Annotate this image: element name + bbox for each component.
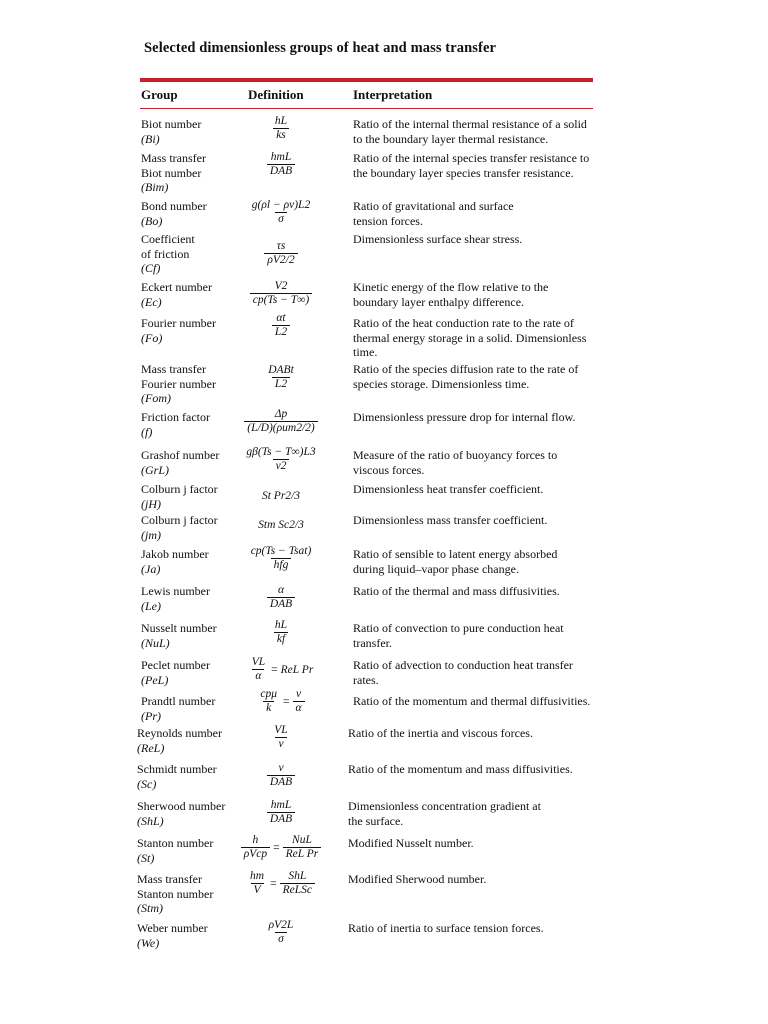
interpretation-cell: [348, 726, 593, 741]
group-symbol: (ShL): [137, 813, 164, 828]
definition-denominator: k: [263, 701, 274, 715]
definition-fraction: [267, 799, 295, 826]
definition-cell: [236, 490, 326, 502]
definition-numerator: Δp: [274, 408, 288, 420]
definition-expression: [272, 312, 290, 339]
group-name: Weber number: [137, 921, 208, 935]
definition-expression: [247, 870, 315, 897]
definition-cell: [236, 280, 326, 307]
page-title: Selected dimensionless groups of heat and mass transfer: [144, 40, 497, 56]
group-name: Friction factor: [141, 410, 210, 424]
group-cell: [137, 799, 225, 828]
interpretation-cell: [353, 362, 598, 391]
group-symbol: (jm): [141, 527, 161, 542]
interpretation-cell: [348, 799, 593, 828]
group-cell: [137, 726, 222, 755]
definition-numerator: hmL: [270, 151, 292, 163]
definition-expression: [241, 834, 322, 861]
definition-cell: [236, 519, 326, 531]
definition-fraction: [272, 619, 290, 646]
definition-fraction: [249, 656, 268, 683]
definition-expression: [272, 619, 290, 646]
interpretation-cell: [353, 232, 598, 247]
equals-sign: =: [270, 877, 277, 890]
definition-cell: [236, 199, 326, 226]
definition-denominator: L2: [272, 325, 290, 339]
definition-denominator: ks: [273, 128, 289, 142]
group-symbol: (Bim): [141, 180, 169, 194]
interpretation-cell: [353, 482, 598, 497]
definition-cell: [236, 545, 326, 572]
definition-expression: Stm Sc2/3: [258, 519, 304, 531]
group-symbol: (Le): [141, 598, 161, 613]
interpretation-line: Modified Sherwood number.: [348, 872, 487, 886]
definition-denominator: DAB: [267, 597, 295, 611]
definition-cell: [236, 115, 326, 142]
group-symbol: (Bo): [141, 213, 163, 228]
group-name: Reynolds number: [137, 726, 222, 740]
definition-denominator: hfg: [271, 558, 292, 572]
interpretation-line: tension forces.: [353, 213, 423, 228]
definition-fraction: [267, 151, 295, 178]
definition-numerator: α: [277, 584, 285, 596]
definition-expression: [266, 919, 297, 946]
definition-denominator: DAB: [267, 775, 295, 789]
interpretation-line: Ratio of convection to pure conduction heat: [353, 621, 564, 635]
definition-fraction: [248, 545, 315, 572]
equals-sign: =: [271, 663, 278, 676]
definition-cell: [236, 619, 326, 646]
interpretation-line: Dimensionless pressure drop for internal flow.: [353, 410, 576, 424]
group-cell: [141, 280, 212, 309]
definition-denominator: α: [252, 669, 264, 683]
definition-expression: [265, 364, 297, 391]
definition-fraction: [265, 364, 297, 391]
interpretation-line: Ratio of the momentum and thermal diffusivities.: [353, 694, 591, 708]
definition-cell: [236, 656, 326, 683]
definition-cell: [236, 834, 326, 861]
definition-numerator: hmL: [270, 799, 292, 811]
interpretation-line: Ratio of gravitational and surface: [353, 199, 514, 213]
definition-denominator: ν: [275, 737, 286, 751]
definition-fraction: [249, 199, 313, 226]
group-symbol: (Pr): [141, 708, 161, 723]
group-name: Peclet number: [141, 658, 210, 672]
definition-denominator: ν2: [273, 459, 290, 473]
interpretation-line: Ratio of the thermal and mass diffusivities.: [353, 584, 560, 598]
header-definition: Definition: [248, 87, 304, 102]
group-cell: [141, 316, 216, 345]
group-cell: [141, 482, 218, 511]
group-symbol: (GrL): [141, 462, 170, 477]
definition-expression: [249, 199, 313, 226]
definition-fraction: [243, 446, 318, 473]
interpretation-line: Dimensionless surface shear stress.: [353, 232, 523, 246]
group-name: Mass transfer: [141, 151, 206, 165]
group-cell: [141, 362, 216, 406]
definition-expression: [257, 688, 304, 715]
group-name: Coefficient: [141, 232, 195, 246]
group-symbol: (NuL): [141, 635, 170, 650]
interpretation-cell: [348, 872, 593, 887]
definition-denominator: DAB: [267, 812, 295, 826]
group-symbol: (Fo): [141, 330, 163, 345]
interpretation-cell: [348, 836, 593, 851]
interpretation-cell: [348, 921, 593, 936]
definition-fraction: [241, 834, 270, 861]
definition-numerator: VL: [251, 656, 266, 668]
group-name: Sherwood number: [137, 799, 226, 813]
definition-numerator: ν: [278, 762, 284, 774]
definition-numerator: ρV2L: [268, 919, 294, 931]
group-name: Schmidt number: [137, 762, 217, 776]
interpretation-cell: [353, 199, 598, 228]
definition-fraction: [267, 762, 295, 789]
group-name: Prandtl number: [141, 694, 216, 708]
definition-denominator: L2: [272, 377, 290, 391]
definition-fraction: [271, 724, 290, 751]
definition-numerator: V2: [274, 280, 288, 292]
group-symbol: (Ja): [141, 561, 161, 576]
group-symbol: (Bi): [141, 131, 160, 146]
definition-rhs: ReL Pr: [280, 663, 314, 676]
group-cell: [141, 232, 195, 276]
definition-fraction: [266, 919, 297, 946]
definition-cell: [236, 762, 326, 789]
definition-denominator: (L/D)(ρum2/2): [244, 421, 317, 435]
interpretation-cell: [353, 448, 598, 477]
definition-numerator: ShL: [288, 870, 307, 882]
definition-cell: [236, 364, 326, 391]
header-interpretation: Interpretation: [353, 87, 433, 102]
group-cell: [141, 199, 207, 228]
definition-cell: [236, 799, 326, 826]
interpretation-line: viscous forces.: [353, 462, 425, 477]
definition-expression: [249, 656, 314, 683]
definition-fraction: [272, 312, 290, 339]
interpretation-line: species storage. Dimensionless time.: [353, 376, 530, 391]
definition-expression: St Pr2/3: [261, 490, 300, 502]
group-name: Fourier number: [141, 316, 216, 330]
group-symbol: (Stm): [137, 901, 163, 915]
interpretation-cell: [353, 513, 598, 528]
group-name: Jakob number: [141, 547, 209, 561]
group-name: Mass transfer: [137, 872, 202, 886]
group-cell: [141, 658, 210, 687]
definition-numerator: g(ρl − ρv)L2: [251, 199, 311, 211]
definition-expression: [244, 408, 317, 435]
definition-denominator: ReL Pr: [283, 847, 322, 861]
group-symbol: (Ec): [141, 294, 162, 309]
definition-expression: [267, 799, 295, 826]
group-name: Stanton number: [137, 836, 214, 850]
group-cell: [141, 410, 210, 439]
interpretation-cell: [353, 547, 598, 576]
group-name: Mass transfer: [141, 362, 206, 376]
group-cell: [137, 921, 208, 950]
definition-cell: [236, 408, 326, 435]
interpretation-cell: [353, 410, 598, 425]
interpretation-line: Dimensionless concentration gradient at: [348, 799, 541, 813]
interpretation-line: the surface.: [348, 813, 404, 828]
definition-cell: [236, 312, 326, 339]
definition-numerator: hm: [250, 870, 265, 882]
interpretation-line: thermal energy storage in a solid. Dimensionless: [353, 330, 587, 345]
interpretation-line: the boundary layer species transfer resistance.: [353, 165, 574, 180]
definition-denominator: ReLSc: [280, 883, 315, 897]
definition-denominator: α: [293, 701, 305, 715]
header-rule: [140, 108, 593, 109]
definition-denominator: DAB: [267, 164, 295, 178]
definition-numerator: τs: [276, 240, 286, 252]
interpretation-cell: [353, 694, 598, 709]
definition-expression: [271, 724, 290, 751]
group-cell: [137, 836, 213, 865]
group-cell: [141, 151, 206, 195]
definition-expression: [243, 446, 318, 473]
definition-expression: [248, 545, 315, 572]
interpretation-cell: [353, 621, 598, 650]
interpretation-line: rates.: [353, 672, 379, 687]
interpretation-line: Ratio of the momentum and mass diffusivities.: [348, 762, 573, 776]
group-name: Biot number: [141, 117, 202, 131]
interpretation-line: Kinetic energy of the flow relative to the: [353, 280, 549, 294]
definition-cell: [236, 688, 326, 715]
interpretation-line: Ratio of the inertia and viscous forces.: [348, 726, 533, 740]
definition-numerator: DABt: [268, 364, 294, 376]
interpretation-line: Ratio of the species diffusion rate to the rate of: [353, 362, 579, 376]
group-symbol: (PeL): [141, 672, 169, 687]
interpretation-cell: [353, 117, 598, 146]
header-group: Group: [141, 87, 178, 102]
interpretation-line: transfer.: [353, 635, 392, 650]
definition-numerator: h: [252, 834, 259, 846]
definition-cell: [236, 151, 326, 178]
interpretation-line: Dimensionless mass transfer coefficient.: [353, 513, 548, 527]
definition-cell: [236, 724, 326, 751]
definition-fraction: [264, 240, 297, 267]
interpretation-cell: [348, 762, 593, 777]
definition-expression: [272, 115, 290, 142]
definition-cell: [236, 919, 326, 946]
group-name: Fourier number: [141, 376, 216, 391]
interpretation-line: Ratio of the internal thermal resistance of a solid: [353, 117, 587, 131]
definition-numerator: αt: [276, 312, 286, 324]
group-cell: [141, 117, 201, 146]
definition-denominator: V: [251, 883, 264, 897]
definition-fraction: [283, 834, 322, 861]
definition-fraction: [257, 688, 280, 715]
definition-numerator: hL: [274, 619, 288, 631]
group-name: Grashof number: [141, 448, 220, 462]
definition-fraction: [293, 688, 305, 715]
group-symbol: (f): [141, 424, 153, 439]
interpretation-line: Measure of the ratio of buoyancy forces to: [353, 448, 558, 462]
equals-sign: =: [283, 695, 290, 708]
interpretation-cell: [353, 316, 598, 360]
definition-expression: [264, 240, 297, 267]
group-cell: [141, 584, 210, 613]
definition-denominator: ρVcp: [241, 847, 270, 861]
group-cell: [141, 513, 218, 542]
group-cell: [141, 547, 209, 576]
definition-expression: [267, 151, 295, 178]
group-cell: [137, 762, 217, 791]
definition-fraction: [247, 870, 267, 897]
definition-fraction: [267, 584, 295, 611]
group-name: of friction: [141, 246, 190, 261]
top-rule: [140, 78, 593, 82]
definition-denominator: kf: [274, 632, 288, 646]
group-name: Lewis number: [141, 584, 210, 598]
group-symbol: (jH): [141, 496, 161, 511]
definition-numerator: cpμ: [260, 688, 278, 700]
group-name: Bond number: [141, 199, 207, 213]
definition-cell: [236, 240, 326, 267]
interpretation-line: Dimensionless heat transfer coefficient.: [353, 482, 544, 496]
interpretation-line: Ratio of inertia to surface tension forces.: [348, 921, 544, 935]
group-name: Biot number: [141, 165, 202, 180]
interpretation-line: Ratio of the internal species transfer resistance to: [353, 151, 590, 165]
interpretation-line: Ratio of sensible to latent energy absorbed: [353, 547, 558, 561]
definition-fraction: [280, 870, 315, 897]
definition-numerator: gβ(Ts − T∞)L3: [246, 446, 316, 458]
interpretation-line: boundary layer enthalpy difference.: [353, 294, 525, 309]
equals-sign: =: [273, 841, 280, 854]
definition-fraction: [272, 115, 290, 142]
definition-numerator: ν: [296, 688, 302, 700]
definition-cell: [236, 870, 326, 897]
interpretation-cell: [353, 151, 598, 180]
group-symbol: (St): [137, 850, 155, 865]
interpretation-cell: [353, 658, 598, 687]
interpretation-line: Modified Nusselt number.: [348, 836, 474, 850]
group-cell: [141, 448, 219, 477]
group-cell: [141, 694, 215, 723]
interpretation-line: time.: [353, 345, 378, 359]
group-symbol: (Fom): [141, 391, 171, 405]
group-name: Colburn j factor: [141, 513, 218, 527]
interpretation-cell: [353, 280, 598, 309]
group-name: Colburn j factor: [141, 482, 218, 496]
definition-expression: [267, 762, 295, 789]
interpretation-cell: [353, 584, 598, 599]
definition-cell: [236, 584, 326, 611]
definition-cell: [236, 446, 326, 473]
definition-denominator: cp(Ts − T∞): [250, 293, 312, 307]
definition-expression: [267, 584, 295, 611]
definition-numerator: hL: [274, 115, 288, 127]
definition-denominator: ρV2/2: [264, 253, 297, 267]
group-symbol: (Cf): [141, 261, 161, 275]
definition-denominator: σ: [275, 212, 287, 226]
group-symbol: (We): [137, 935, 160, 950]
interpretation-line: during liquid–vapor phase change.: [353, 561, 519, 576]
group-symbol: (Sc): [137, 776, 157, 791]
definition-expression: [250, 280, 312, 307]
definition-numerator: NuL: [292, 834, 312, 846]
group-cell: [141, 621, 217, 650]
group-name: Nusselt number: [141, 621, 217, 635]
definition-numerator: VL: [274, 724, 288, 736]
definition-denominator: σ: [275, 932, 287, 946]
group-name: Stanton number: [137, 886, 214, 901]
group-name: Eckert number: [141, 280, 212, 294]
group-cell: [137, 872, 213, 916]
interpretation-line: Ratio of the heat conduction rate to the rate of: [353, 316, 574, 330]
definition-fraction: [244, 408, 317, 435]
definition-numerator: cp(Ts − Tsat): [250, 545, 312, 557]
group-symbol: (ReL): [137, 740, 165, 755]
interpretation-line: to the boundary layer thermal resistance.: [353, 131, 549, 146]
interpretation-line: Ratio of advection to conduction heat transfer: [353, 658, 573, 672]
definition-fraction: [250, 280, 312, 307]
